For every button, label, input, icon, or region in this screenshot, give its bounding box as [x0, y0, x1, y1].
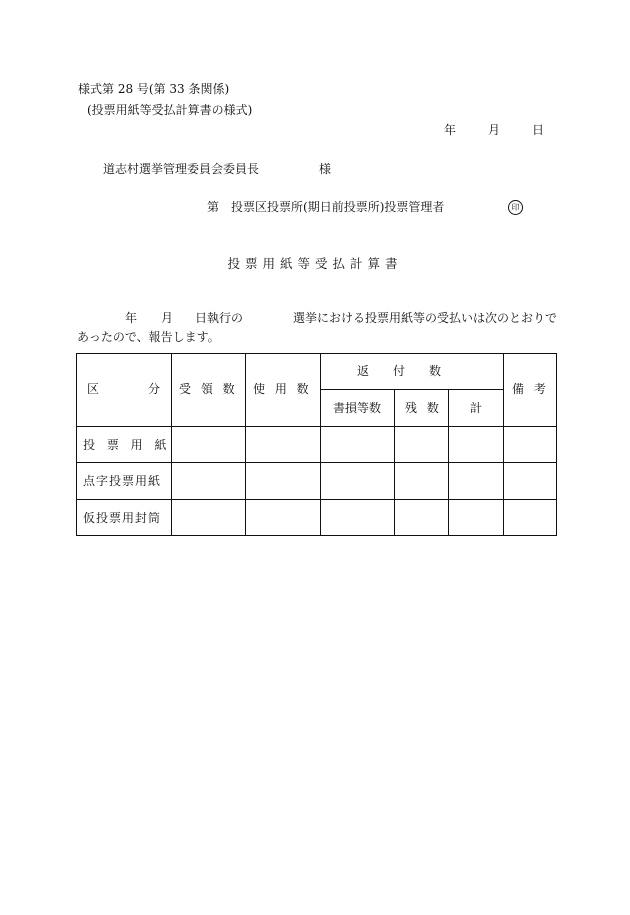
addressee-line [103, 163, 331, 175]
addressee-honorific: 様 [319, 162, 332, 176]
date-year: 年 [444, 123, 457, 137]
body-line-2: あったので、報告します。 [77, 330, 220, 344]
row-label-ballot: 投 票 用 紙 [83, 438, 171, 452]
body-year: 年 [125, 311, 138, 325]
document-title: 投票用紙等受払計算書 [227, 256, 403, 271]
body-day-executed: 日執行の [195, 311, 244, 325]
body-month: 月 [161, 311, 174, 325]
body-line-1 [125, 312, 557, 324]
sender-prefix: 第 [207, 200, 220, 214]
row-label-braille: 点字投票用紙 [83, 474, 162, 488]
header-returned: 返 付 数 [357, 364, 442, 378]
seal-mark: 印 [508, 200, 523, 215]
row-label-provisional: 仮投票用封筒 [83, 511, 162, 525]
sender-title: 投票区投票所(期日前投票所)投票管理者 [231, 200, 445, 214]
header-remaining: 残 数 [405, 401, 442, 415]
header-used: 使 用 数 [253, 382, 312, 396]
date-month: 月 [488, 123, 501, 137]
header-category-1: 区 [87, 382, 100, 396]
date-line [444, 124, 544, 136]
header-received: 受 領 数 [179, 382, 238, 396]
date-day: 日 [532, 123, 545, 137]
header-remarks: 備 考 [512, 382, 549, 396]
form-subtitle: (投票用紙等受払計算書の様式) [87, 103, 253, 117]
addressee-name: 道志村選挙管理委員会委員長 [103, 162, 260, 176]
header-category-2: 分 [148, 382, 161, 396]
accounting-table [76, 353, 557, 536]
body-line-1-rest: 選挙における投票用紙等の受払いは次のとおりで [293, 311, 558, 325]
sender-line [207, 201, 444, 213]
header-total: 計 [470, 401, 483, 415]
header-spoiled: 書損等数 [333, 401, 382, 415]
form-number: 様式第 28 号(第 33 条関係) [78, 82, 230, 96]
